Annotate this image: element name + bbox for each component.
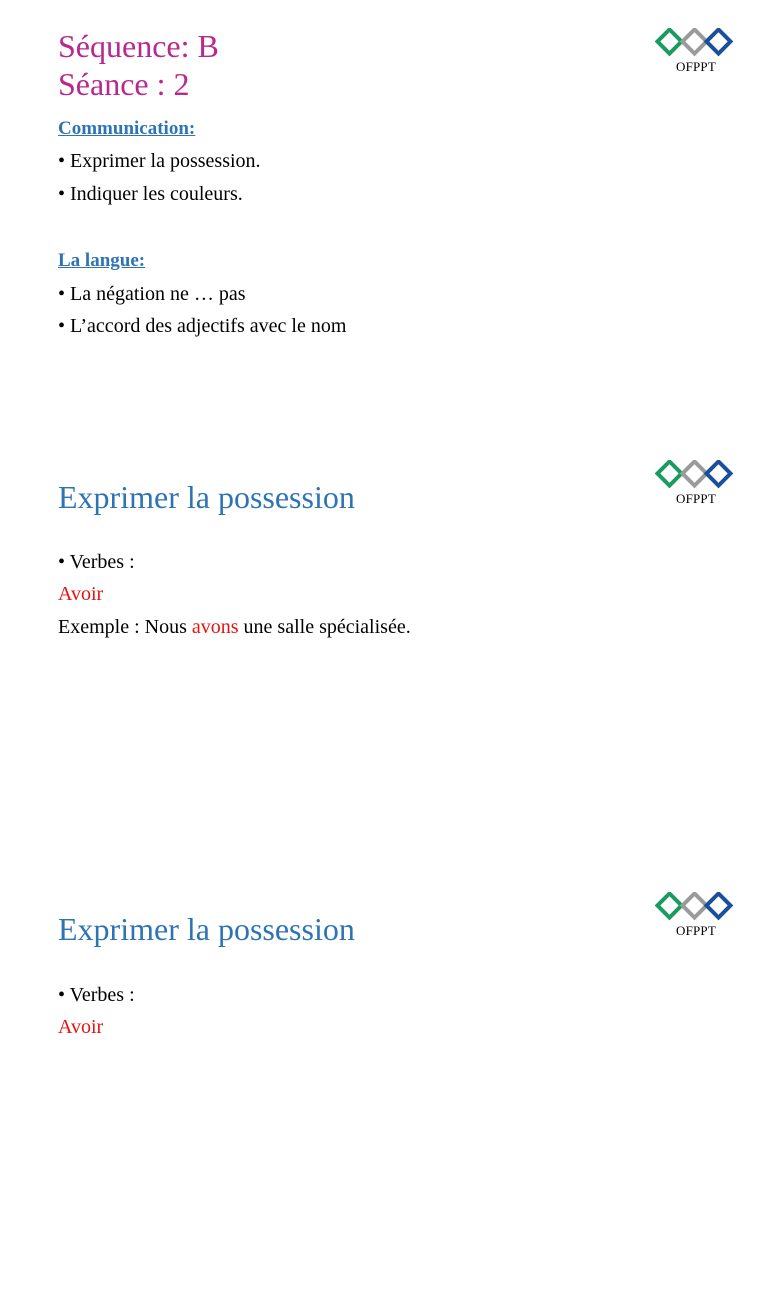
sequence-title: Séquence: B [58, 28, 219, 64]
logo-text: OFPPT [675, 491, 717, 506]
slide-3 [0, 864, 768, 1294]
slide-2 [0, 432, 768, 862]
bullet: • [58, 315, 66, 337]
bullet: • [58, 150, 66, 172]
ofppt-logo [655, 892, 737, 939]
logo-text: OFPPT [675, 59, 717, 74]
slide-title: Exprimer la possession [58, 911, 355, 947]
list-item-text: Verbes : [69, 551, 135, 573]
verb-avoir: Avoir [58, 583, 104, 605]
communication-heading: Communication: [58, 118, 196, 139]
list-item [58, 314, 346, 338]
list-item-text: Verbes : [69, 984, 135, 1006]
list-item-text: L’accord des adjectifs avec le nom [70, 315, 347, 337]
list-item [58, 550, 135, 574]
list-item [58, 983, 135, 1007]
list-item-text: La négation ne … pas [70, 283, 246, 305]
ofppt-logo-icon [655, 460, 735, 490]
bullet: • [58, 283, 66, 305]
slide-1 [0, 0, 768, 430]
bullet: • [58, 551, 66, 573]
ofppt-logo-icon [655, 28, 735, 58]
list-item-text: Exprimer la possession. [70, 150, 261, 172]
slide-title: Exprimer la possession [58, 479, 355, 515]
seance-title: Séance : 2 [58, 66, 190, 102]
bullet: • [58, 984, 66, 1006]
bullet: • [58, 183, 66, 205]
langue-heading: La langue: [58, 250, 146, 271]
example-highlight: avons [191, 616, 239, 638]
ofppt-logo-icon [655, 892, 735, 922]
list-item [58, 149, 261, 173]
verb-avoir: Avoir [58, 1016, 104, 1038]
logo-text: OFPPT [675, 923, 717, 938]
example-sentence [58, 615, 411, 639]
list-item-text: Indiquer les couleurs. [70, 183, 243, 205]
list-item [58, 182, 243, 206]
example-suffix: une salle spécialisée. [238, 616, 411, 638]
example-prefix: Exemple : Nous [58, 616, 192, 638]
list-item [58, 282, 246, 306]
ofppt-logo [655, 460, 737, 507]
ofppt-logo [655, 28, 737, 75]
